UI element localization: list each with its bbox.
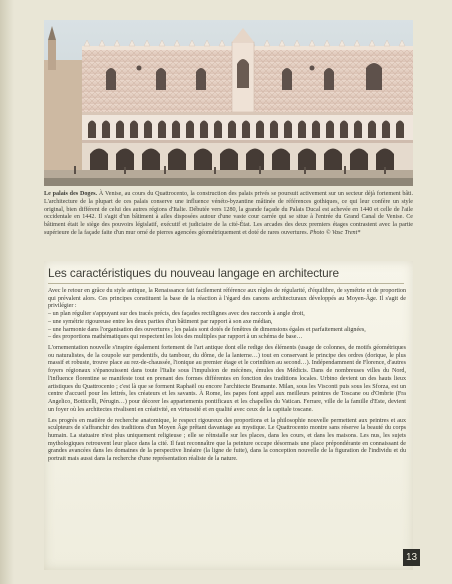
section-body — [48, 288, 406, 464]
anatomy-paragraph: Les progrès en matière de recherche anatomique, le respect rigoureux des proportions et la philosophie nouvelle permettent aux peintres et aux sculpteurs de s'affranchir des traditions d'un Moyen Âge prêtant davantage au mystique. Le Quattrocento montre sans réserve la beauté du corps humain. La statuaire n'est plus uniquement religieuse ; elle se réinstalle sur les places, dans les cours, et dans les maisons. Les nus, les sujets mythologiques retrouvent leur place dans la cité. Il faut reconnaître que la peinture occupe désormais une place prépondérante en connaissant de grandes avancées dans les domaines de la perspective linéaire (la ligne de fuite), dans la conception nouvelle de la figuration de l'individu et du portrait mais aussi dans la recherche d'une représentation réaliste de la nature. — [48, 417, 406, 463]
page-number: 13 — [403, 549, 420, 566]
photo-caption — [44, 191, 413, 238]
page-binding-edge — [0, 0, 14, 584]
caption-title: Le palais des Doges. — [44, 191, 98, 197]
section-heading: Les caractéristiques du nouveau langage en architecture — [48, 266, 339, 280]
list-item: – un plan régulier s'appuyant sur des tracés précis, des façades rectilignes avec des raccords à angle droit, — [48, 311, 305, 318]
caption-body: À Venise, au cours du Quattrocento, la construction des palais privés se poursuit activement sur un secteur déjà fortement bâti. L'architecture de la plupart de ces palais conserve une influence vénéto-byzantine mâtinée de références gothiques, ce qui leur confère un style original, bien différent de celui des autres régions d'Italie. Débutée vers 1280, la grande façade du Palais Ducal est achevée en 1440 et celle de l'aile occidentale en 1442. Il s'agit d'un bâtiment à ailes disposées autour d'une vaste cour carrée qui se situe à l'entrée du Grand Canal de Venise. Ce bâtiment était le siège des pouvoirs législatif, exécutif et judiciaire de la cité-État. Les arcades des deux premiers étages contrastent avec la partie supérieure de la façade faite d'un mur orné de pierres agencées géométriquement et doté de rares ouvertures. — [44, 191, 414, 236]
ornamentation-paragraph: L'ornementation nouvelle s'inspire également fortement de l'art antique dont elle redige des éléments (usage de colonnes, de motifs géométriques ou naturalistes, de la coupole sur pendentifs, du tambour, du dôme, de la lanterne…) tout en conservant le principe des ordres (dorique, le plus massif et robuste, trouve place au rez-de-chaussée, l'ionique au premier étage et le corinthien au second…). Indépendamment de Florence, d'autres foyers régionaux s'épanouissent dans toute l'Italie sous l'impulsion de mécènes, émules des Médicis. Dans de nombreuses villes du Nord, l'influence florentine se manifeste tout en prenant des formes différentes en fonction des traditions locales. Urbino devient un des hauts lieux artistiques du Quattrocento ; c'est là que se forment Raphaël ou encore l'architecte Bramante. Milan, sous les Visconti puis sous les Sforza, est un centre d'accueil pour les lettrés, les créateurs et les savants. À Rome, les papes font appel aux meilleurs peintres de Toscane ou d'Ombrie (Fra Angelico, Botticelli, Pérugin…) pour décorer les appartements pontificaux et les chapelles du Vatican. Ferrare, ville de la famille d'Este, devient un foyer où les architectes rivalisent en créativité, en virtuosité et en qualité avec ceux de la capitale toscane. — [48, 345, 406, 413]
palazzo-illustration — [44, 20, 413, 186]
feature-box — [44, 261, 413, 570]
list-item: – une symétrie rigoureuse entre les deux parties d'un bâtiment par rapport à son axe médian, — [48, 318, 273, 325]
list-item: – des proportions mathématiques qui respectent les lois des multiples par rapport à un schéma de base… — [48, 334, 303, 341]
list-item: – une harmonie dans l'organisation des ouvertures ; les palais sont dotés de fenêtres de dimensions égales et parfaitement alignées, — [48, 326, 366, 333]
intro-paragraph: Avec le retour en grâce du style antique, la Renaissance fait facilement référence aux règles de régularité, d'équilibre, de symétrie et de proportion qui prévalent alors. Ces principes constituent la base de la réaction à l'égard des canons architecturaux développés au Moyen-Âge. Il s'agit de privilégier : — [48, 288, 406, 310]
heading-rule — [48, 283, 404, 284]
palazzo-ducale-photo — [44, 20, 413, 186]
photo-credit: Photo © Vasc Trent* — [309, 229, 361, 236]
